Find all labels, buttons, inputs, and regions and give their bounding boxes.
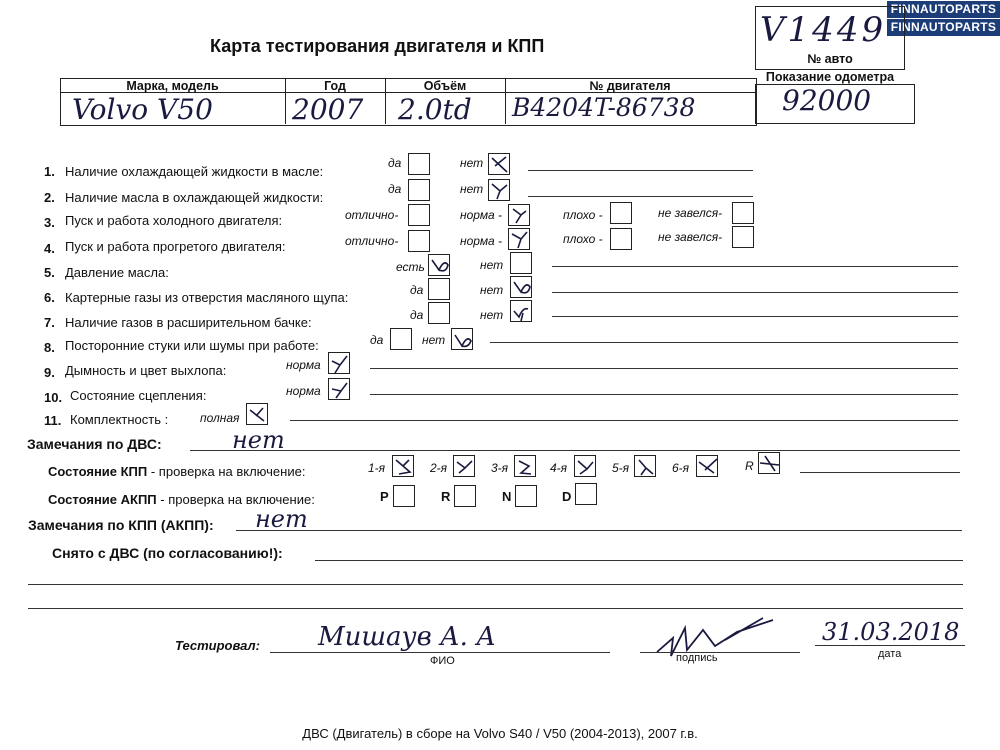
gear-label: 1-я [368, 461, 386, 475]
odometer-label: Показание одометра [765, 70, 895, 84]
checkbox-checked[interactable] [328, 352, 350, 374]
checkbox-checked[interactable] [510, 300, 532, 322]
gear-checkbox-checked[interactable] [392, 455, 414, 477]
col-year: Год [324, 79, 346, 93]
question-7-text: Наличие газов в расширительном бачке: [65, 315, 312, 330]
checkbox-checked[interactable] [508, 228, 530, 250]
image-caption: ДВС (Двигатель) в сборе на Volvo S40 / V50 (2004-2013), 2007 г.в. [302, 726, 698, 741]
checkbox-checked[interactable] [451, 328, 473, 350]
checkbox-checked[interactable] [328, 378, 350, 400]
checkbox[interactable] [510, 252, 532, 274]
checkbox[interactable] [428, 278, 450, 300]
gear-checkbox-checked[interactable] [696, 455, 718, 477]
gear-checkbox-checked[interactable] [453, 455, 475, 477]
checkbox-checked[interactable] [428, 254, 450, 276]
checkbox-checked[interactable] [488, 179, 510, 201]
value-volume: 2.0td [398, 93, 472, 126]
checkbox[interactable] [732, 202, 754, 224]
name-caption: ФИО [430, 655, 455, 667]
value-engine-number: B4204T-86738 [512, 93, 696, 122]
gear-checkbox-checked[interactable] [514, 455, 536, 477]
gear-label: 3-я [491, 461, 509, 475]
mode-checkbox[interactable] [515, 485, 537, 507]
value-year: 2007 [292, 93, 364, 126]
gear-checkbox-checked[interactable] [634, 455, 656, 477]
plate-label: № авто [807, 52, 853, 66]
gear-checkbox-checked[interactable] [574, 455, 596, 477]
test-date: 31.03.2018 [822, 618, 960, 646]
date-caption: дата [878, 648, 902, 660]
removed-label: Снято с ДВС (по согласованию!): [52, 545, 283, 561]
checkbox[interactable] [408, 204, 430, 226]
question-9-text: Дымность и цвет выхлопа: [65, 363, 227, 378]
kpp-remarks-label: Замечания по КПП (АКПП): [28, 517, 214, 533]
checkbox-checked[interactable] [510, 276, 532, 298]
tester-name: Мишаув А. А [318, 622, 496, 652]
question-11-text: Комплектность : [70, 412, 169, 427]
page-title: Карта тестирования двигателя и КПП [210, 36, 545, 56]
checkbox[interactable] [390, 328, 412, 350]
checkbox[interactable] [408, 230, 430, 252]
signature-caption: подпись [676, 652, 718, 664]
checkbox[interactable] [408, 179, 430, 201]
engine-remarks-label: Замечания по ДВС: [27, 436, 162, 452]
engine-remarks-value: нет [232, 426, 285, 454]
mode-checkbox[interactable] [393, 485, 415, 507]
question-4-text: Пуск и работа прогретого двигателя: [65, 239, 286, 254]
gear-label: 2-я [430, 461, 448, 475]
question-3-text: Пуск и работа холодного двигателя: [65, 213, 283, 228]
checkbox-checked[interactable] [508, 204, 530, 226]
mode-checkbox[interactable] [575, 483, 597, 505]
checkbox[interactable] [428, 302, 450, 324]
gear-checkbox-checked[interactable] [758, 452, 780, 474]
question-6-text: Картерные газы из отверстия масляного щупа: [65, 290, 349, 305]
gear-label: R [745, 459, 754, 473]
question-5-text: Давление масла: [65, 265, 169, 280]
watermark-line-2: FINNAUTOPARTS [887, 19, 1000, 36]
kpp-label: Состояние КПП - проверка на включение: [48, 464, 306, 479]
checkbox[interactable] [610, 202, 632, 224]
odometer-value: 92000 [782, 84, 872, 117]
value-brand-model: Volvo V50 [72, 93, 213, 126]
gear-label: 4-я [550, 461, 568, 475]
watermark-line-1: FINNAUTOPARTS [887, 1, 1000, 18]
plate-value: V1449 [760, 10, 887, 50]
akpp-label: Состояние АКПП - проверка на включение: [48, 492, 315, 507]
gear-label: 5-я [612, 461, 630, 475]
checkbox[interactable] [610, 228, 632, 250]
tested-label: Тестировал: [175, 638, 260, 653]
page: FINNAUTOPARTS FINNAUTOPARTS Карта тестирования двигателя и КПП V1449 № авто Показание одометра 92000 Марка, модель Год Объём № двигателя Volvo V50 2007 2.0td B4204T-86738 1. Наличие охлаждающей жидкости в масле: да нет 2. Наличие масла в охлаждающей жидкости: да нет 3. Пуск и работа холодного двигателя: отлично- норма - плохо - не завелся- 4. Пуск и работа прогретого двигателя: отлично- норма - плохо - не завелся- 5. Давление масла: есть нет 6. Картерные газы из отверстия масляного щупа: да нет 7. Наличие газов в расширительном бачке: да нет 8. Посторонние стуки или шумы при работе: да нет 9. Дымность и цвет выхлопа: норма 10. Состояние сцепления: норма 11. Комплектность : полная Замечания по ДВС: нет Состояние КПП - проверка на включение: 1-я 2-я 3-я 4-я 5-я 6-я R Состояние АКПП - проверка на включение: P R N D Замечания по КПП (АКПП): нет Снято с ДВС (по согласованию!): Тестировал: Мишаув А. А ФИО подпись 31.03.2018 дата ДВС (Двигатель) в сборе на Volvo S40 / V50 (2004-2013), 2007 г.в. [0, 0, 1000, 750]
question-8-text: Посторонние стуки или шумы при работе: [65, 338, 319, 353]
question-2-text: Наличие масла в охлаждающей жидкости: [65, 190, 324, 205]
checkbox-checked[interactable] [488, 153, 510, 175]
checkbox-checked[interactable] [246, 403, 268, 425]
col-volume: Объём [423, 79, 467, 93]
question-10-text: Состояние сцепления: [70, 388, 207, 403]
col-engine-number: № двигателя [589, 79, 671, 93]
kpp-remarks-value: нет [255, 505, 308, 533]
question-1-text: Наличие охлаждающей жидкости в масле: [65, 164, 324, 179]
col-brand-model: Марка, модель [126, 79, 219, 93]
checkbox[interactable] [408, 153, 430, 175]
mode-checkbox[interactable] [454, 485, 476, 507]
checkbox[interactable] [732, 226, 754, 248]
gear-label: 6-я [672, 461, 690, 475]
